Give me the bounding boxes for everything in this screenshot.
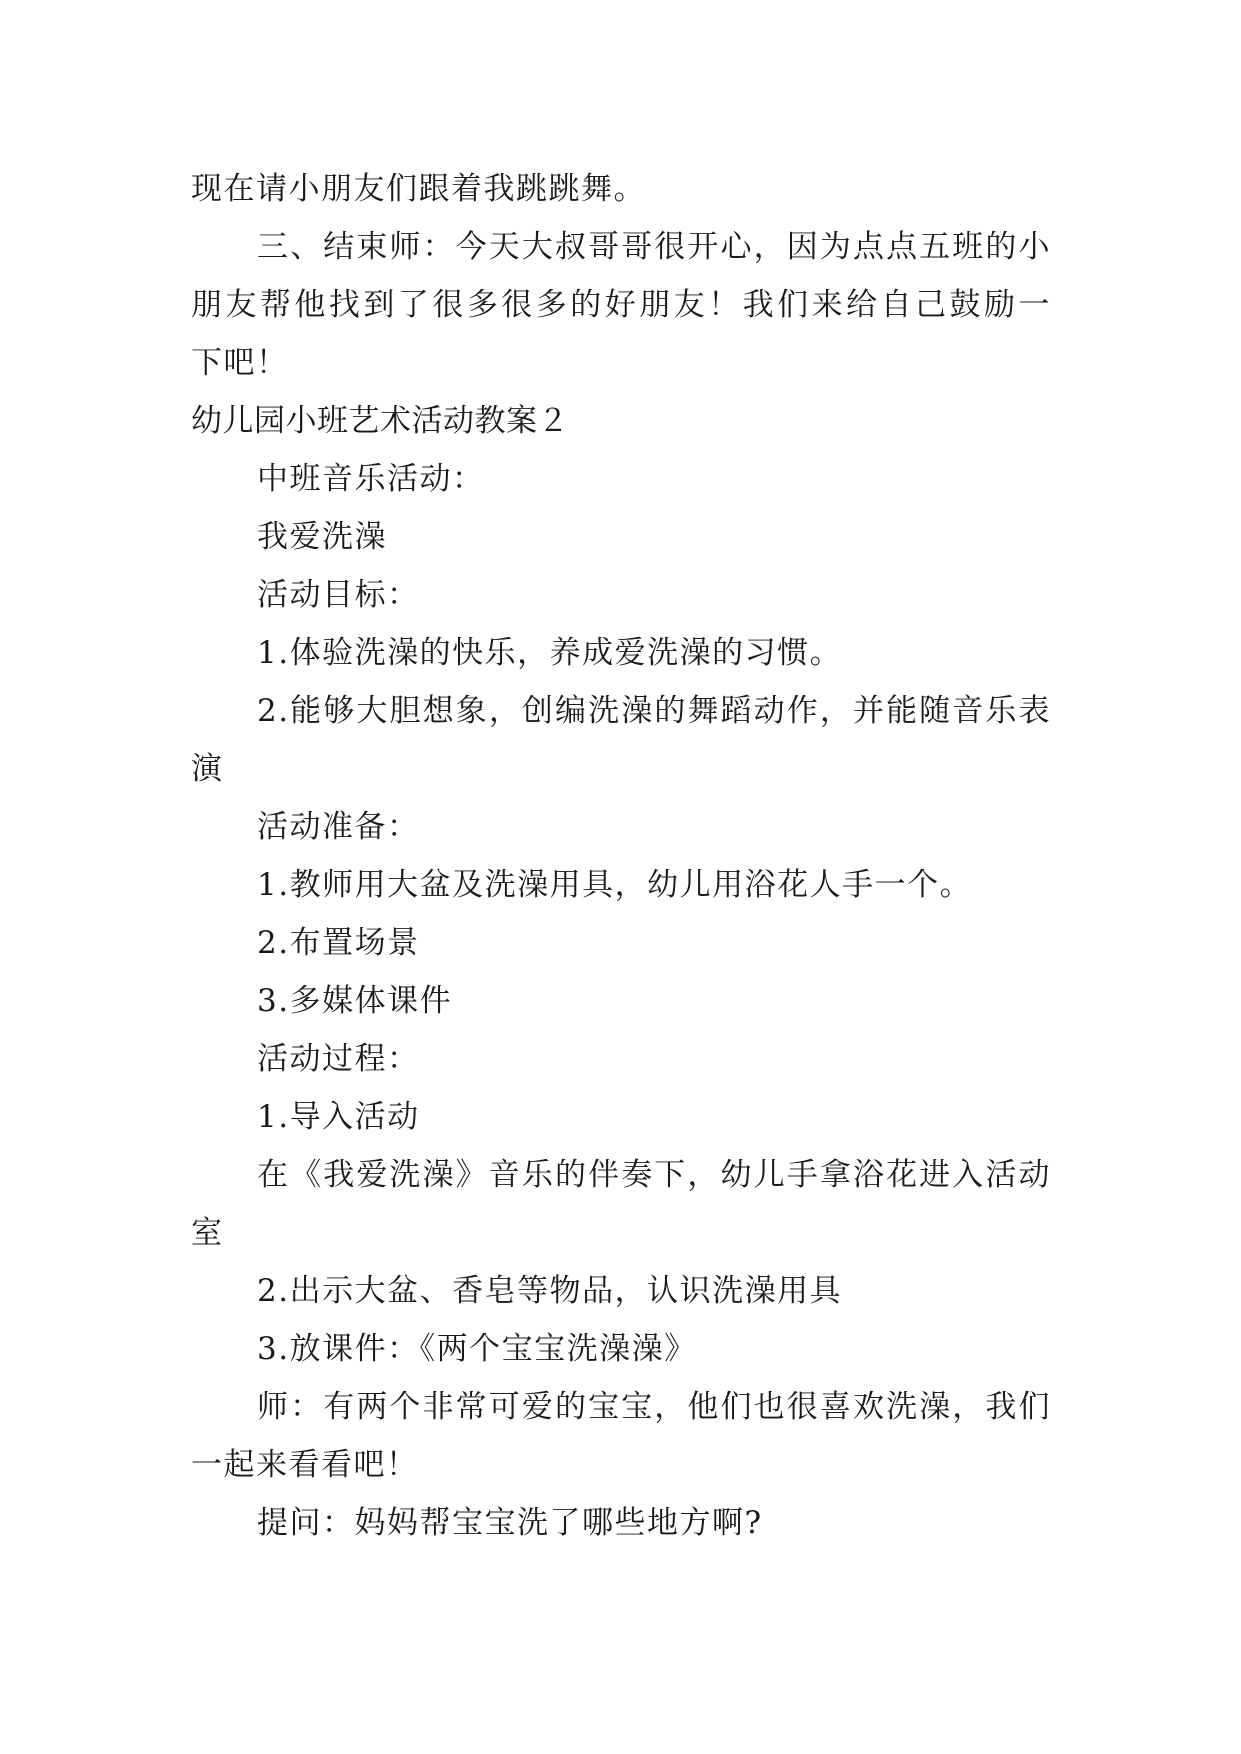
paragraph-line: 三、结束师：今天大叔哥哥很开心，因为点点五班的小 — [257, 229, 1051, 265]
paragraph-line: 我爱洗澡 — [257, 519, 387, 555]
section-title: 幼儿园小班艺术活动教案２ — [191, 403, 569, 439]
paragraph-line: 在《我爱洗澡》音乐的伴奏下，幼儿手拿浴花进入活动 — [257, 1157, 1051, 1193]
paragraph-line: 提问：妈妈帮宝宝洗了哪些地方啊? — [257, 1505, 763, 1541]
paragraph-line: 1.体验洗澡的快乐，养成爱洗澡的习惯。 — [257, 635, 843, 671]
paragraph-line: 活动过程： — [257, 1041, 420, 1077]
paragraph-line: 活动目标： — [257, 577, 420, 613]
paragraph-line: 活动准备： — [257, 809, 420, 845]
paragraph-line: 朋友帮他找到了很多很多的好朋友！我们来给自己鼓励一 — [191, 287, 1051, 323]
paragraph-line: 中班音乐活动： — [257, 461, 485, 497]
paragraph-line: 2.出示大盆、香皂等物品，认识洗澡用具 — [257, 1273, 843, 1309]
paragraph-line: 一起来看看吧！ — [191, 1447, 419, 1483]
paragraph-line: 师：有两个非常可爱的宝宝，他们也很喜欢洗澡，我们 — [257, 1389, 1051, 1425]
paragraph-line: 3.放课件：《两个宝宝洗澡澡》 — [257, 1331, 697, 1367]
paragraph-line: 室 — [191, 1215, 224, 1251]
paragraph-line: 2.能够大胆想象，创编洗澡的舞蹈动作，并能随音乐表 — [257, 693, 1051, 729]
paragraph-line: 现在请小朋友们跟着我跳跳舞。 — [191, 171, 646, 207]
paragraph-line: 2.布置场景 — [257, 925, 420, 961]
paragraph-line: 3.多媒体课件 — [257, 983, 453, 1019]
paragraph-line: 1.教师用大盆及洗澡用具，幼儿用浴花人手一个。 — [257, 867, 973, 903]
paragraph-line: 演 — [191, 751, 224, 787]
document-body — [191, 160, 1051, 1552]
paragraph-line: 1.导入活动 — [257, 1099, 420, 1135]
paragraph-line: 下吧！ — [191, 345, 289, 381]
